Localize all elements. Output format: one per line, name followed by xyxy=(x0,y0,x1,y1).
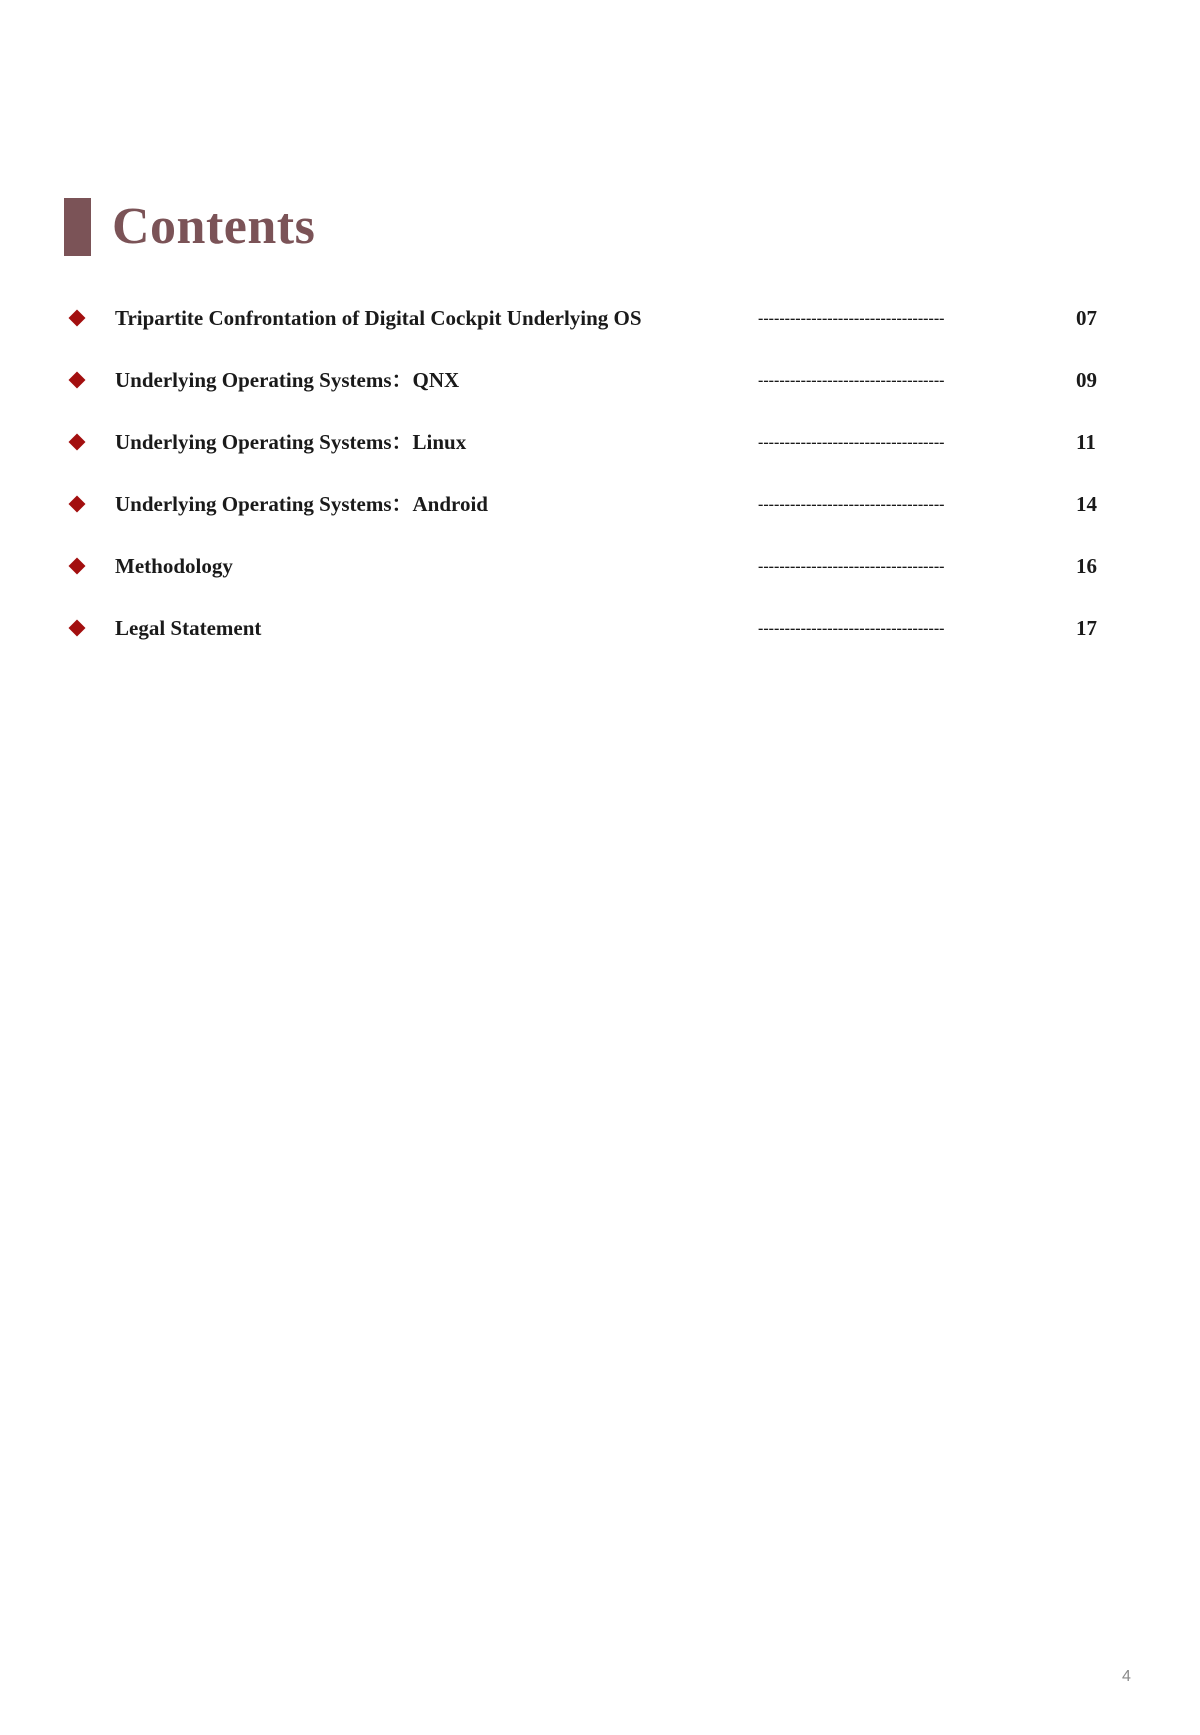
toc-entry[interactable] xyxy=(0,548,1200,610)
toc-entry-title: Methodology xyxy=(115,554,233,578)
toc-dot-leader: ----------------------------------- xyxy=(758,434,945,451)
toc-entry-page: 14 xyxy=(1076,492,1097,516)
toc-entry[interactable] xyxy=(0,300,1200,362)
toc-dot-leader: ----------------------------------- xyxy=(758,620,945,637)
toc-entry-title: Underlying Operating Systems：QNX xyxy=(115,368,460,392)
toc-entry[interactable] xyxy=(0,424,1200,486)
toc-dot-leader: ----------------------------------- xyxy=(758,558,945,575)
toc-entry-page: 16 xyxy=(1076,554,1097,578)
toc-dot-leader: ----------------------------------- xyxy=(758,310,945,327)
diamond-bullet-icon xyxy=(69,372,86,389)
toc-entry-page: 17 xyxy=(1076,616,1097,640)
toc-entry-title: Underlying Operating Systems：Linux xyxy=(115,430,467,454)
toc-entry-title: Legal Statement xyxy=(115,616,262,640)
toc-entry[interactable] xyxy=(0,610,1200,672)
diamond-bullet-icon xyxy=(69,496,86,513)
table-of-contents xyxy=(0,300,1200,672)
contents-heading xyxy=(64,198,315,256)
diamond-bullet-icon xyxy=(69,558,86,575)
toc-entry[interactable] xyxy=(0,362,1200,424)
toc-entry-page: 09 xyxy=(1076,368,1097,392)
diamond-bullet-icon xyxy=(69,620,86,637)
toc-entry-page: 11 xyxy=(1076,430,1096,454)
toc-dot-leader: ----------------------------------- xyxy=(758,372,945,389)
toc-dot-leader: ----------------------------------- xyxy=(758,496,945,513)
heading-accent-bar xyxy=(64,198,91,256)
diamond-bullet-icon xyxy=(69,310,86,327)
toc-entry-title: Tripartite Confrontation of Digital Cockpit Underlying OS xyxy=(115,306,642,330)
diamond-bullet-icon xyxy=(69,434,86,451)
page-title: Contents xyxy=(112,198,316,255)
toc-entry-title: Underlying Operating Systems：Android xyxy=(115,492,488,516)
footer-page-number: 4 xyxy=(1122,1668,1131,1685)
toc-entry-page: 07 xyxy=(1076,306,1097,330)
toc-entry[interactable] xyxy=(0,486,1200,548)
